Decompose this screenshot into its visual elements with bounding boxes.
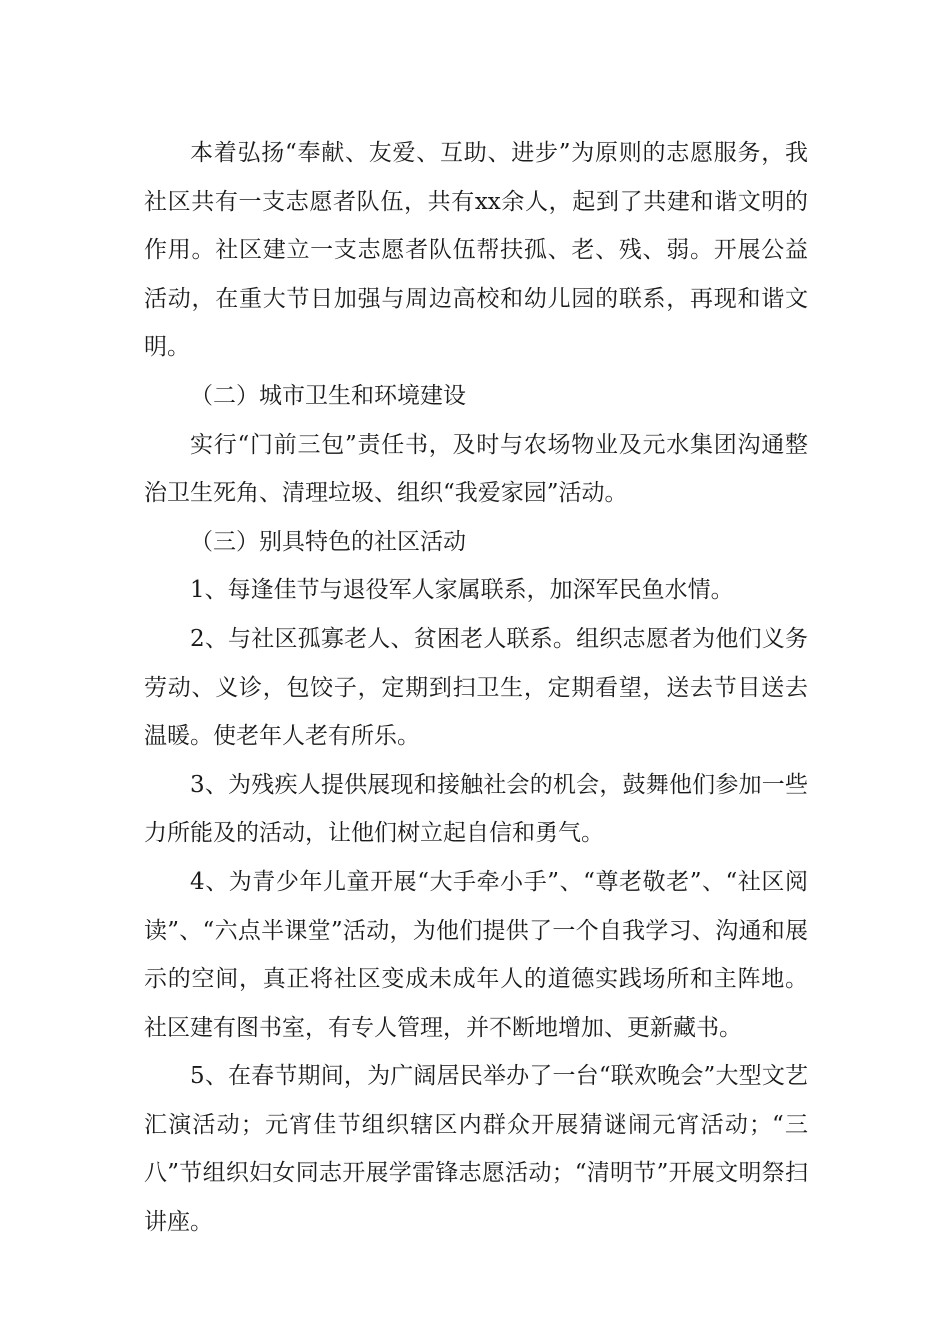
section-heading-sanitation: （二）城市卫生和环境建设 bbox=[190, 382, 466, 409]
list-item-disabled: 3、为残疾人提供展现和接触社会的机会，鼓舞他们参加一些力所能及的活动，让他们树立起自信和勇气。 bbox=[144, 771, 808, 847]
list-item-youth: 4、为青少年儿童开展“大手牵小手”、“尊老敬老”、“社区阅读”、“六点半课堂”活动，为他们提供了一个自我学习、沟通和展示的空间，真正将社区变成未成年人的道德实践场所和主阵地。社区建有图书室，有专人管理，并不断地增加、更新藏书。 bbox=[144, 868, 808, 1041]
list-item-veterans: 1、每逢佳节与退役军人家属联系，加深军民鱼水情。 bbox=[190, 577, 734, 604]
document-body bbox=[144, 129, 808, 1247]
paragraph-volunteer-service: 本着弘扬“奉献、友爱、互助、进步”为原则的志愿服务，我社区共有一支志愿者队伍，共有xx余人，起到了共建和谐文明的作用。社区建立一支志愿者队伍帮扶孤、老、残、弱。开展公益活动，在重大节日加强与周边高校和幼儿园的联系，再现和谐文明。 bbox=[144, 140, 808, 361]
list-item-festivals: 5、在春节期间，为广阔居民举办了一台“联欢晚会”大型文艺汇演活动；元宵佳节组织辖区内群众开展猜谜闹元宵活动；“三八”节组织妇女同志开展学雷锋志愿活动；“清明节”开展文明祭扫讲座。 bbox=[144, 1063, 808, 1236]
section-heading-activities: （三）别具特色的社区活动 bbox=[190, 528, 466, 555]
list-item-elderly: 2、与社区孤寡老人、贫困老人联系。组织志愿者为他们义务劳动、义诊，包饺子，定期到扫卫生，定期看望，送去节目送去温暖。使老年人老有所乐。 bbox=[144, 625, 808, 750]
paragraph-sanitation: 实行“门前三包”责任书，及时与农场物业及元水集团沟通整治卫生死角、清理垃圾、组织“我爱家园”活动。 bbox=[144, 431, 808, 507]
